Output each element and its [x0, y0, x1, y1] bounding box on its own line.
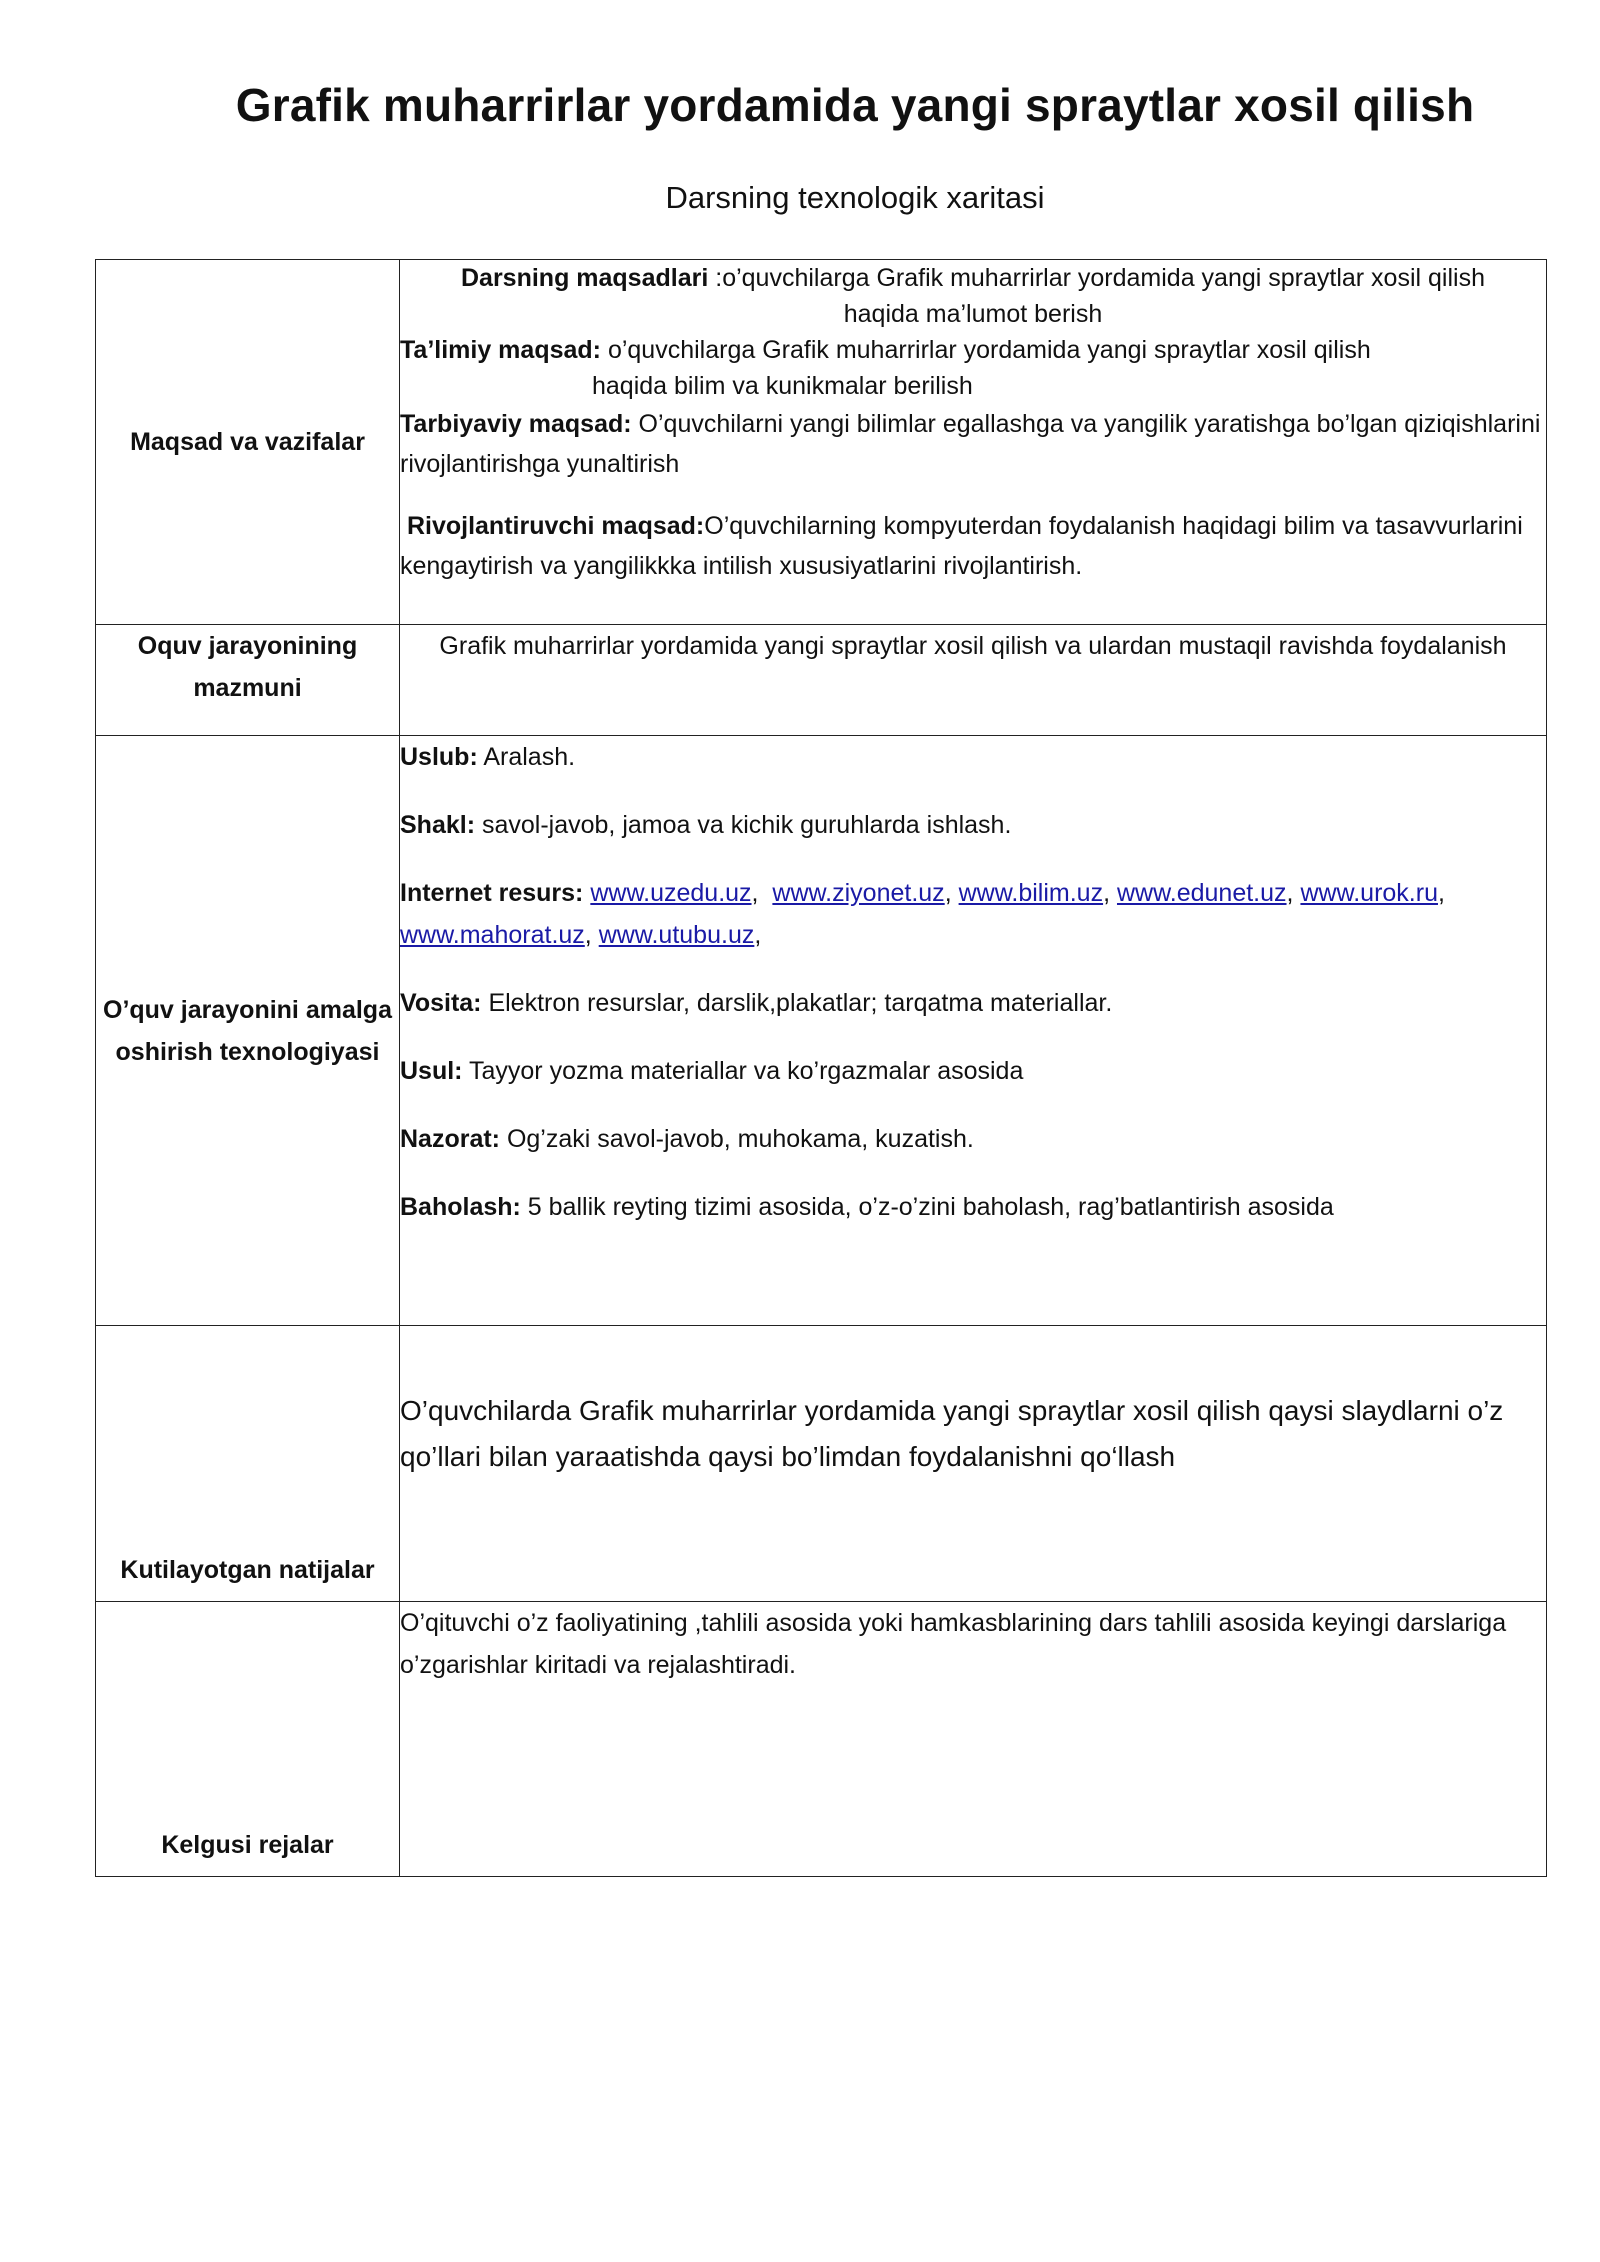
form-text: savol-javob, jamoa va kichik guruhlarda ishlash.	[475, 811, 1012, 839]
edu-goal-text-1: o’quvchilarga Grafik muharrirlar yordamida yangi spraytlar xosil qilish	[601, 336, 1371, 364]
edu-goal-cont: haqida bilim va kunikmalar berilish	[592, 372, 973, 400]
grading-label: Baholash:	[400, 1193, 521, 1221]
main-goal	[400, 260, 1546, 332]
table-row-plans	[96, 1602, 1547, 1877]
plans-label: Kelgusi rejalar	[161, 1831, 334, 1859]
develop-goal-label: Rivojlantiruvchi maqsad:	[406, 512, 705, 540]
internet-line: Internet resurs: www.uzedu.uz, www.ziyonet.uz, www.bilim.uz, www.edunet.uz, www.urok.ru, www.mahorat.uz, www.utubu.uz,	[400, 879, 1445, 949]
main-goal-text-2: haqida ma’lumot berish	[843, 300, 1103, 328]
main-goal-label: Darsning maqsadlari	[460, 264, 709, 292]
method-label: Usul:	[400, 1057, 463, 1085]
technology-label-cell	[96, 736, 400, 1326]
document-subtitle: Darsning texnologik xaritasi	[665, 180, 1045, 215]
tools-text: Elektron resurslar, darslik,plakatlar; tarqatma materiallar.	[481, 989, 1113, 1017]
upbringing-goal	[400, 404, 1546, 484]
goals-content-cell	[400, 260, 1547, 625]
table-row-content	[96, 625, 1547, 736]
link-mahorat[interactable]: www.mahorat.uz	[400, 921, 585, 949]
control-line	[400, 1118, 1546, 1160]
main-goal-text-1: :o’quvchilarga Grafik muharrirlar yordamida yangi spraytlar xosil qilish	[715, 264, 1485, 292]
style-line	[400, 736, 1546, 778]
document-title: Grafik muharrirlar yordamida yangi spraytlar xosil qilish	[235, 79, 1475, 131]
results-label: Kutilayotgan natijalar	[120, 1556, 375, 1584]
style-text: Aralash.	[477, 743, 576, 771]
plans-content-cell	[400, 1602, 1547, 1877]
form-label: Shakl:	[400, 811, 476, 839]
plans-text: O’qituvchi o’z faoliyatining ,tahlili asosida yoki hamkasblarining dars tahlili asosida keyingi darslariga o’zgarishlar kiritadi va rejalashtiradi.	[400, 1609, 1507, 1679]
tools-label: Vosita:	[400, 989, 482, 1017]
link-bilim[interactable]: www.bilim.uz	[958, 879, 1104, 907]
develop-goal	[400, 506, 1546, 586]
table-row-goals	[96, 260, 1547, 625]
technology-label: O’quv jarayonini amalga oshirish texnologiyasi	[103, 995, 392, 1066]
edu-goal-label: Ta’limiy maqsad:	[400, 336, 601, 364]
form-line	[400, 804, 1546, 846]
technology-content-cell	[400, 736, 1547, 1326]
link-edunet[interactable]: www.edunet.uz	[1116, 879, 1287, 907]
results-label-cell	[96, 1326, 400, 1602]
results-text: O’quvchilarda Grafik muharrirlar yordamida yangi spraytlar xosil qilish qaysi slaydlarni o’z qo’llari bilan yaraatishda qaysi bo’limdan foydalanishni qo‘llash	[400, 1395, 1504, 1472]
content-label-cell	[96, 625, 400, 736]
content-cell	[400, 625, 1547, 736]
link-uzedu[interactable]: www.uzedu.uz	[590, 879, 752, 907]
plans-label-cell	[96, 1602, 400, 1877]
upbringing-goal-label: Tarbiyaviy maqsad:	[400, 410, 632, 438]
lesson-map-table	[95, 259, 1547, 1877]
results-content-cell	[400, 1326, 1547, 1602]
control-label: Nazorat:	[400, 1125, 501, 1153]
goals-label: Maqsad va vazifalar	[130, 428, 365, 456]
style-label: Uslub:	[400, 743, 478, 771]
table-row-technology	[96, 736, 1547, 1326]
table-row-results	[96, 1326, 1547, 1602]
link-utubu[interactable]: www.utubu.uz	[598, 921, 755, 949]
upbringing-goal-text: O’quvchilarni yangi bilimlar egallashga va yangilik yaratishga bo’lgan qiziqishlarini rivojlantirishga yunaltirish	[400, 410, 1541, 478]
edu-goal	[400, 332, 1546, 368]
content-label: Oquv jarayonining mazmuni	[137, 632, 358, 702]
control-text: Og’zaki savol-javob, muhokama, kuzatish.	[500, 1125, 974, 1153]
goals-label-cell	[96, 260, 400, 625]
link-urok[interactable]: www.urok.ru	[1300, 879, 1438, 907]
develop-goal-text: O’quvchilarning kompyuterdan foydalanish haqidagi bilim va tasavvurlarini kengaytirish va yangilikkka intilish xususiyatlarini rivojlantirish.	[400, 512, 1523, 580]
internet-label: Internet resurs:	[400, 879, 584, 907]
grading-line	[400, 1186, 1546, 1228]
link-ziyonet[interactable]: www.ziyonet.uz	[772, 879, 945, 907]
grading-text: 5 ballik reyting tizimi asosida, o’z-o’zini baholash, rag’batlantirish asosida	[520, 1193, 1334, 1221]
method-line	[400, 1050, 1546, 1092]
method-text: Tayyor yozma materiallar va ko’rgazmalar asosida	[462, 1057, 1024, 1085]
tools-line	[400, 982, 1546, 1024]
content-text: Grafik muharrirlar yordamida yangi spraytlar xosil qilish va ulardan mustaqil ravishda foydalanish	[439, 632, 1507, 660]
